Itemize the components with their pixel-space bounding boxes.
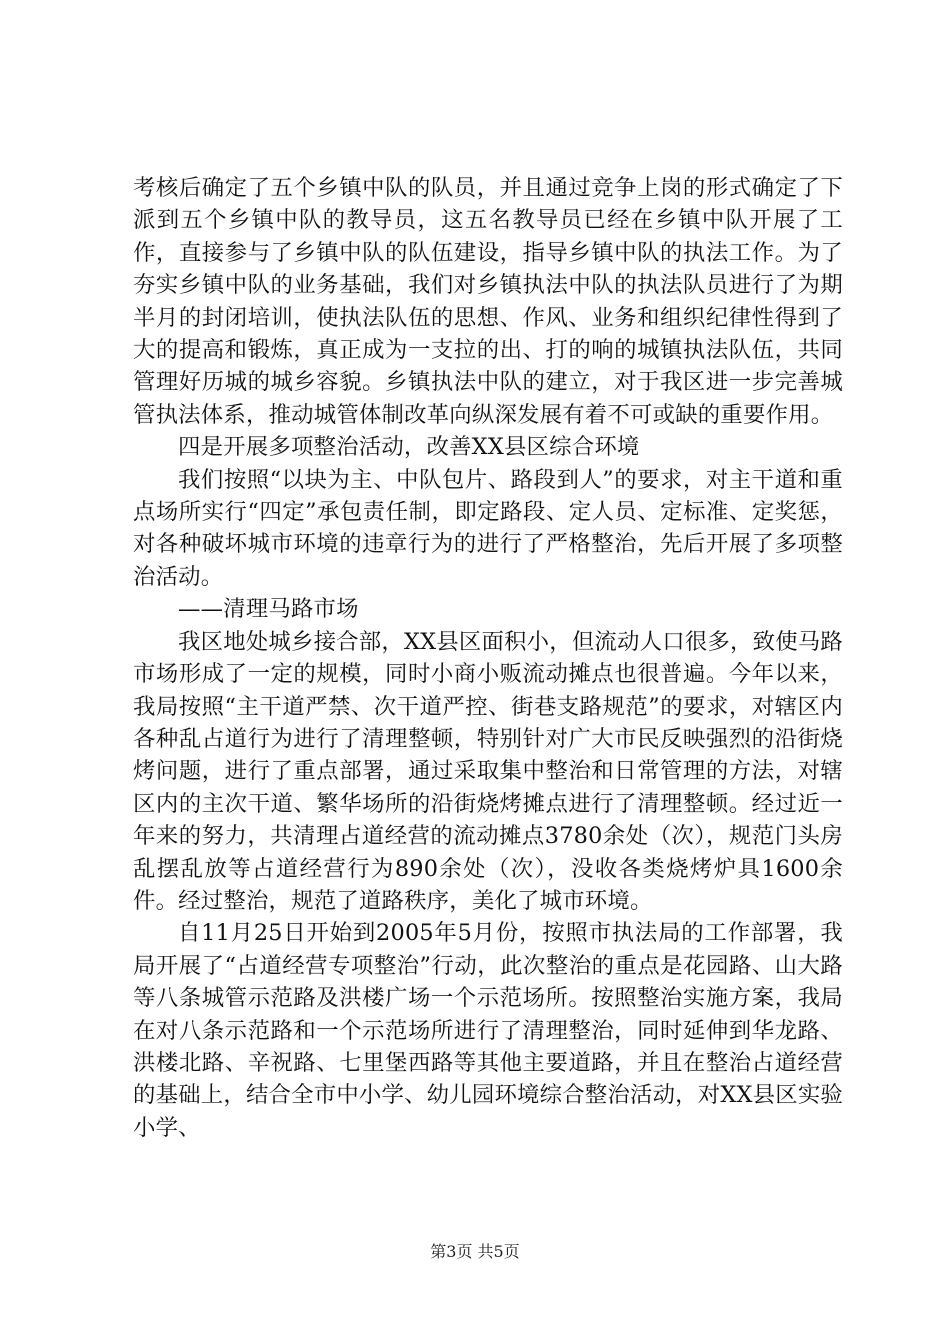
page-footer: 第3页 共5页 (430, 1242, 520, 1261)
subsection-heading: ——清理马路市场 (178, 596, 359, 623)
paragraph: 我们按照“以块为主、中队包片、路段到人”的要求，对主干道和重点场所实行“四定”承包责任制，即定路段、定人员、定标准、定奖惩，对各种破坏城市环境的违章行为的进行了严格整治，先后开展了多项整治活动。 (133, 466, 843, 590)
document-body (133, 172, 843, 1144)
paragraph: 自11月25日开始到2005年5月份，按照市执法局的工作部署，我局开展了“占道经营专项整治”行动，此次整治的重点是花园路、山大路等八条城管示范路及洪楼广场一个示范场所。按照整治实施方案，我局在对八条示范路和一个示范场所进行了清理整治，同时延伸到华龙路、洪楼北路、辛祝路、七里堡西路等其他主要道路，并且在整治占道经营的基础上，结合全市中小学、幼儿园环境综合整治活动，对XX县区实验小学、 (133, 920, 843, 1141)
paragraph-continued: 考核后确定了五个乡镇中队的队员，并且通过竞争上岗的形式确定了下派到五个乡镇中队的教导员，这五名教导员已经在乡镇中队开展了工作，直接参与了乡镇中队的队伍建设，指导乡镇中队的执法工作。为了夯实乡镇中队的业务基础，我们对乡镇执法中队的执法队员进行了为期半月的封闭培训，使执法队伍的思想、作风、业务和组织纪律性得到了大的提高和锻炼，真正成为一支拉的出、打的响的城镇执法队伍，共同管理好历城的城乡容貌。乡镇执法中队的建立，对于我区进一步完善城管执法体系，推动城管体制改革向纵深发展有着不可或缺的重要作用。 (133, 175, 843, 428)
paragraph: 我区地处城乡接合部，XX县区面积小，但流动人口很多，致使马路市场形成了一定的规模，同时小商小贩流动摊点也很普遍。今年以来，我局按照“主干道严禁、次干道严控、街巷支路规范”的要求，对辖区内各种乱占道行为进行了清理整顿，特别针对广大市民反映强烈的沿街烧烤问题，进行了重点部署，通过采取集中整治和日常管理的方法，对辖区内的主次干道、繁华场所的沿街烧烤摊点进行了清理整顿。经过近一年来的努力，共清理占道经营的流动摊点3780余处（次），规范门头房乱摆乱放等占道经营行为890余处（次），没收各类烧烤炉具1600余件。经过整治，规范了道路秩序，美化了城市环境。 (133, 628, 843, 914)
section-heading: 四是开展多项整治活动，改善XX县区综合环境 (178, 434, 640, 461)
